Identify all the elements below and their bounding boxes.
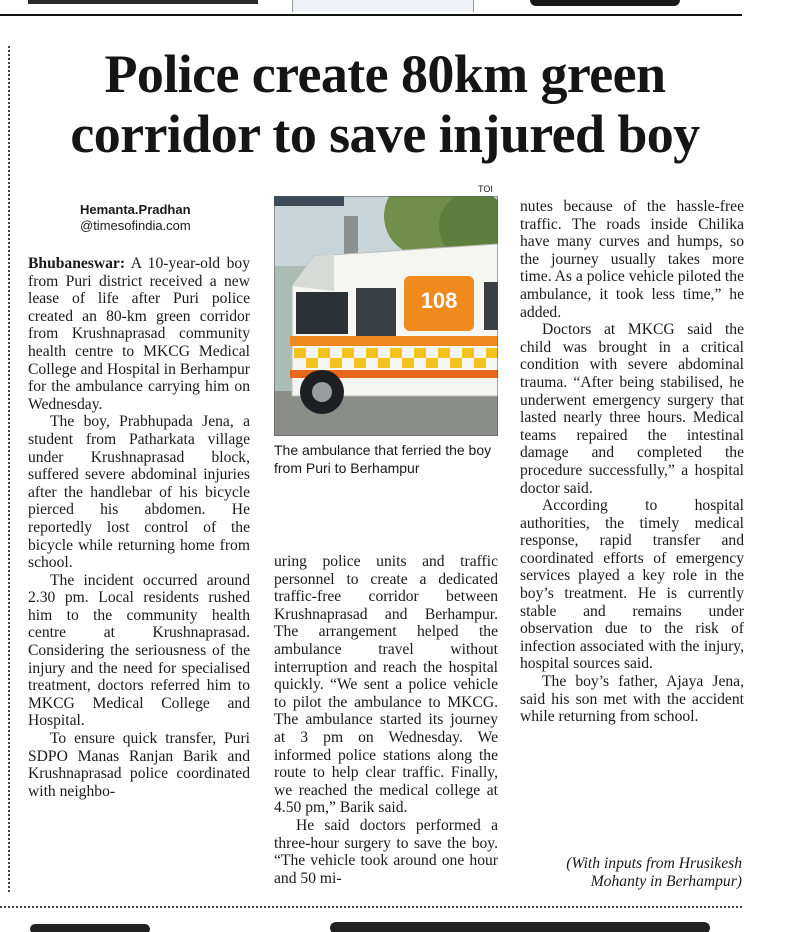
paragraph: According to hospital authorities, the timely medical response, rapid transfer and coordinated efforts of emergency services played a key role in the boy’s treatment. He is currently stable and remains under observation due to the risk of infection associated with the injury, hospital sources said. — [520, 497, 744, 673]
paragraph: The incident occurred around 2.30 pm. Local residents rushed him to the community health centre at Krushnaprasad. Considering the seriousness of the injury and the need for specialised treatment, doctors referred him to MKCG Medical College and Hospital. — [28, 571, 250, 730]
top-crop-fragment — [292, 0, 474, 12]
column-1 — [28, 255, 250, 800]
bottom-dotted-border — [0, 906, 742, 908]
paragraph: The boy’s father, Ajaya Jena, said his son met with the accident while returning from school. — [520, 673, 744, 726]
column-2 — [274, 553, 498, 887]
next-article-fragment — [0, 916, 804, 932]
paragraph-continued: uring police units and traffic personnel to create a dedicated traffic-free corridor between Krushnaprasad and Berhampur. The arrangement helped the ambulance travel without interruption and reach the hospital quickly. “We sent a police vehicle to pilot the ambulance to MKCG. The ambulance started its journey at 3 pm on Wednesday. We informed police stations along the route to help clear traffic. Finally, we reached the medical college at 4.50 pm,” Barik said. — [274, 553, 498, 817]
paragraph: The boy, Prabhupada Jena, a student from Patharkata village under Krushnaprasad block, suffered severe abdominal injuries after the handlebar of his bicycle pierced his abdomen. He reportedly lost control of the bicycle while returning home from school. — [28, 413, 250, 572]
photo-credit: TOI — [478, 184, 493, 194]
byline-email: @timesofindia.com — [80, 218, 191, 233]
photo-caption: The ambulance that ferried the boy from Puri to Berhampur — [274, 442, 492, 476]
column-3 — [520, 198, 744, 726]
byline-author: Hemanta.Pradhan — [80, 202, 191, 217]
paragraph: Doctors at MKCG said the child was brought in a critical condition with severe abdominal trauma. “After being stabilised, he underwent emergency surgery that lasted nearly three hours. Medical teams repaired the intestinal damage and completed the procedure successfully,” a hospital doctor said. — [520, 321, 744, 497]
lead-paragraph — [28, 255, 250, 413]
ambulance-number: 108 — [420, 288, 458, 313]
headline: Police create 80km green corridor to save injured boy — [70, 44, 700, 164]
ambulance-photo — [274, 196, 498, 436]
lead-text: A 10-year-old boy from Puri district received a new lease of life after Puri police created an 80-km green corridor from Krushnaprasad community health centre to MKCG Medical College and Hospital in Berhampur for the ambulance carrying him on Wednesday. — [28, 255, 250, 413]
dateline: Bhubaneswar: — [28, 255, 126, 272]
top-crop-fragment — [530, 0, 680, 6]
paragraph: To ensure quick transfer, Puri SDPO Manas Ranjan Barik and Krushnaprasad police coordinated with neighbo- — [28, 730, 250, 800]
paragraph: He said doctors performed a three-hour surgery to save the boy. “The vehicle took around one hour and 50 mi- — [274, 816, 498, 887]
top-strip — [0, 0, 804, 16]
inputs-credit: (With inputs from Hrusikesh Mohanty in Berhampur) — [566, 855, 742, 890]
ambulance-illustration — [274, 196, 498, 436]
top-crop-fragment — [28, 0, 258, 4]
left-dotted-border — [8, 46, 10, 892]
paragraph-continued: nutes because of the hassle-free traffic. The roads inside Chilika have many curves and humps, so the journey usually takes more time. As a police vehicle piloted the ambulance, it took less time,” he added. — [520, 198, 744, 321]
top-rule — [0, 14, 742, 16]
